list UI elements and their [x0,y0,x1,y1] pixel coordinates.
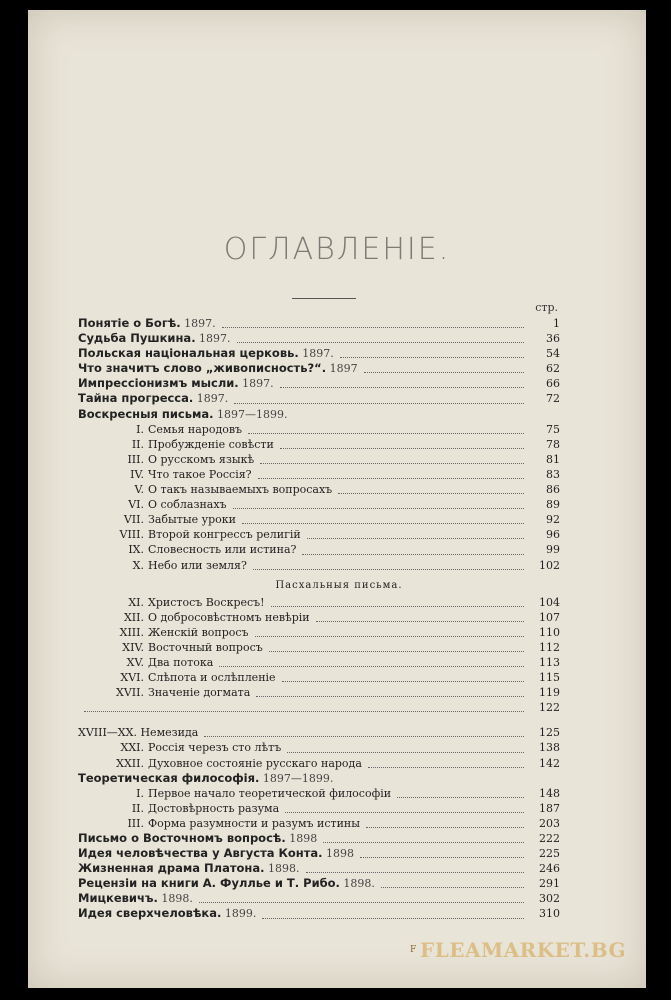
toc-entry-page: 66 [546,377,560,391]
toc-leader-dots [253,569,524,570]
toc-entry-page: 246 [539,862,560,876]
toc-entry-page: 110 [539,625,560,639]
toc-entry [78,756,560,771]
toc-leader-dots [242,523,524,524]
toc-entry-page: 115 [539,671,560,685]
toc-leader-dots [306,872,524,873]
toc-leader-dots [280,387,524,388]
toc-leader-dots [256,696,524,697]
toc-entry-numeral: V. [134,483,144,497]
toc-leader-dots [366,827,524,828]
toc-entry-year: 1898 [285,832,318,845]
toc-entry-title: Что значитъ слово „живописность?“. [78,361,327,376]
toc-entry [78,376,560,391]
toc-leader-dots [248,433,524,434]
toc-entry [78,786,560,801]
toc-entry [78,725,560,740]
toc-leader-dots [234,403,524,404]
toc-leader-dots [84,711,524,712]
toc-entry-title: О такъ называемыхъ вопросахъ [148,483,333,497]
toc-entry [78,700,560,715]
toc-entry-numeral: XVI. [120,671,144,685]
toc-entry [78,452,560,467]
toc-entry-page: 113 [539,655,560,669]
toc-entry [78,482,560,497]
book-page [28,10,646,988]
toc-leader-dots [307,538,524,539]
toc-entry-numeral: III. [127,452,144,466]
toc-entry [78,831,560,846]
toc-entry-year: 1897. [193,392,229,406]
page-title: ОГЛАВЛЕНІЕ. [223,232,451,267]
toc-entry-title: XVIII—XX. Немезида [78,726,199,740]
toc-entry-title: Семья народовъ [148,422,243,436]
toc-entry-page: 99 [546,543,560,557]
toc-entry-page: 83 [546,467,560,481]
toc-entry-title: Форма разумности и разумъ истины [148,816,361,830]
watermark-text: FLEAMARKET.BG [420,938,627,962]
toc-entry-page: 187 [539,801,560,815]
toc-entry-page: 125 [539,726,560,740]
toc-entry-numeral: I. [136,786,144,800]
toc-entry-title: Письмо о Восточномъ вопросѣ. [78,831,286,845]
toc-entry-year: 1897. [298,347,334,361]
toc-entry-title: Словесность или истина? [148,543,297,557]
toc-entry [78,391,560,406]
toc-entry-numeral: I. [136,422,144,436]
toc-leader-dots [285,812,524,813]
toc-entry [78,437,560,452]
toc-entry-numeral: XVII. [116,686,144,700]
toc-entry-page: 203 [539,816,560,830]
toc-entry-title: О добросовѣстномъ невѣріи [148,610,310,624]
toc-entry-page: 96 [546,528,560,542]
toc-entry [78,610,560,625]
toc-leader-dots [269,651,524,652]
toc-entry-numeral: XIV. [122,640,144,654]
toc-entry-title: Первое начало теоретической философіи [148,786,392,800]
toc-entry [78,346,560,361]
toc-entry-numeral: VII. [123,513,144,527]
toc-entry-title: Забытые уроки [148,513,236,527]
toc-entry-year: 1897. [195,332,231,346]
toc-entry [78,407,560,422]
toc-entry [78,846,560,861]
toc-leader-dots [364,372,524,373]
toc-leader-dots [340,357,524,358]
toc-entry-title: Воскресныя письма. [78,406,214,421]
toc-entry-year: 1897—1899. [259,771,334,785]
toc-entry-page: 104 [539,595,560,609]
toc-entry-numeral: II. [131,437,144,451]
toc-entry-title: Что такое Россія? [148,467,252,481]
table-of-contents [78,316,560,922]
toc-entry-page: 36 [546,332,560,346]
toc-entry-page: 89 [546,498,560,512]
toc-leader-dots [282,681,524,682]
toc-leader-dots [280,448,524,449]
toc-entry-title: Значеніе догмата [148,686,251,700]
toc-entry [78,685,560,700]
toc-leader-dots [260,463,524,464]
toc-entry-numeral: VI. [128,498,144,512]
toc-entry [78,542,560,557]
toc-leader-dots [323,842,524,843]
toc-entry-page: 148 [539,786,560,800]
toc-entry-title: Идея сверхчеловѣка. [78,906,222,921]
toc-entry-numeral: X. [132,558,144,572]
title-rule [292,298,356,299]
toc-entry-page: 78 [546,437,560,451]
toc-entry-numeral: III. [127,816,144,830]
toc-entry-page: 310 [539,907,560,921]
toc-entry-numeral: XI. [128,595,144,609]
toc-entry-numeral: XXI. [120,741,144,755]
toc-leader-dots [381,887,524,888]
toc-entry [78,316,560,331]
toc-entry-numeral: XIII. [119,625,144,639]
toc-entry-page: 225 [539,847,560,861]
toc-entry [78,595,560,610]
toc-entry-title: Христосъ Воскресъ! [148,595,265,609]
toc-entry-title: Понятіе о Богѣ. [78,316,181,330]
toc-leader-dots [237,342,524,343]
toc-entry-page: 291 [539,877,560,891]
toc-entry-title: О соблазнахъ [148,498,227,512]
toc-entry-page: 122 [539,701,560,715]
toc-leader-dots [271,606,524,607]
toc-entry-page: 54 [546,347,560,361]
toc-gap [78,715,560,725]
toc-entry-page: 86 [546,483,560,497]
toc-entry [78,640,560,655]
toc-entry-year: 1898 [322,847,355,861]
toc-entry [78,361,560,376]
toc-leader-dots [368,767,524,768]
toc-entry-page: 92 [546,513,560,527]
toc-entry-numeral: VIII. [119,528,144,542]
toc-leader-dots [262,918,524,919]
toc-entry-page: 142 [539,756,560,770]
toc-entry-title: Духовное состояніе русскаго народа [148,756,362,770]
toc-entry [78,467,560,482]
toc-entry [78,655,560,670]
toc-entry-title: Судьба Пушкина. [78,331,196,346]
toc-entry-title: Польская національная церковь. [78,346,299,361]
toc-entry-title: Тайна прогресса. [78,391,194,406]
toc-entry-title: О русскомъ языкѣ [148,452,255,466]
toc-entry [78,906,560,921]
toc-entry-page: 75 [546,422,560,436]
toc-entry [78,891,560,906]
toc-entry-title: Слѣпота и ослѣпленіе [148,671,276,685]
toc-leader-dots [258,478,524,479]
watermark-mark: F [410,945,417,955]
toc-entry-page: 138 [539,741,560,755]
toc-leader-dots [302,554,524,555]
toc-entry [78,801,560,816]
toc-entry [78,876,560,891]
toc-entry [78,771,560,786]
toc-leader-dots [360,857,524,858]
toc-entry-title: Второй конгрессъ религій [148,528,301,542]
toc-entry [78,816,560,831]
toc-entry-title: Импрессіонизмъ мысли. [78,376,239,391]
toc-entry-year: 1898. [157,892,193,906]
toc-leader-dots [199,902,524,903]
toc-entry-year: 1897. [180,317,216,330]
toc-entry-page: 222 [539,832,560,845]
toc-entry-page: 72 [546,392,560,406]
toc-entry-numeral: IX. [128,543,144,557]
toc-entry-page: 102 [539,558,560,572]
toc-leader-dots [204,736,524,737]
toc-entry-title: Достовѣрность разума [148,801,280,815]
toc-leader-dots [219,666,524,667]
toc-entry-numeral: II. [131,801,144,815]
toc-entry-title: Небо или земля? [148,558,247,572]
toc-entry-year: 1897 [326,362,358,376]
toc-entry-page: 62 [546,362,560,376]
toc-entry-year: 1897. [238,377,274,391]
toc-entry-page: 107 [539,610,560,624]
toc-entry-title: Восточный вопросъ [148,640,263,654]
toc-entry [78,512,560,527]
toc-entry-title: Два потока [148,655,214,669]
toc-entry-title: Пробужденіе совѣсти [148,437,274,451]
toc-entry-title: Рецензіи на книги А. Фуллье и Т. Рибо. [78,876,340,891]
toc-entry-title: Россія черезъ сто лѣтъ [148,741,282,755]
toc-entry-title: Теоретическая философія. [78,770,260,785]
toc-entry-title: Жизненная драма Платона. [78,861,265,876]
toc-entry [78,527,560,542]
toc-entry-title: Мицкевичъ. [78,891,158,906]
toc-leader-dots [222,327,524,328]
toc-leader-dots [233,508,524,509]
toc-entry-year: 1899. [221,907,257,921]
toc-entry-page: 119 [539,686,560,700]
toc-section-heading: Пасхальныя письма. [275,579,403,591]
toc-leader-dots [338,493,524,494]
toc-entry-numeral: XV. [126,655,144,669]
toc-leader-dots [255,636,524,637]
toc-entry [78,861,560,876]
toc-entry-year: 1897—1899. [213,407,288,421]
toc-entry-page: 302 [539,892,560,906]
toc-leader-dots [287,752,524,753]
toc-leader-dots [316,621,524,622]
toc-entry-page: 1 [553,317,560,330]
page-column-header: стр. [535,301,558,314]
toc-entry [78,740,560,755]
toc-entry [78,670,560,685]
toc-entry [78,331,560,346]
toc-leader-dots [397,797,524,798]
toc-entry [78,497,560,512]
toc-entry-year: 1898. [264,862,300,876]
toc-entry-title: Идея человѣчества у Августа Конта. [78,846,323,861]
toc-entry-numeral: XII. [123,610,144,624]
toc-entry-year: 1898. [339,877,375,891]
toc-entry [78,422,560,437]
toc-entry-title: Женскій вопросъ [148,625,249,639]
toc-entry-numeral: XXII. [116,756,144,770]
toc-entry [78,558,560,573]
toc-entry-numeral: IV. [130,467,144,481]
toc-entry [78,625,560,640]
toc-entry-page: 112 [539,640,560,654]
toc-entry-page: 81 [546,452,560,466]
